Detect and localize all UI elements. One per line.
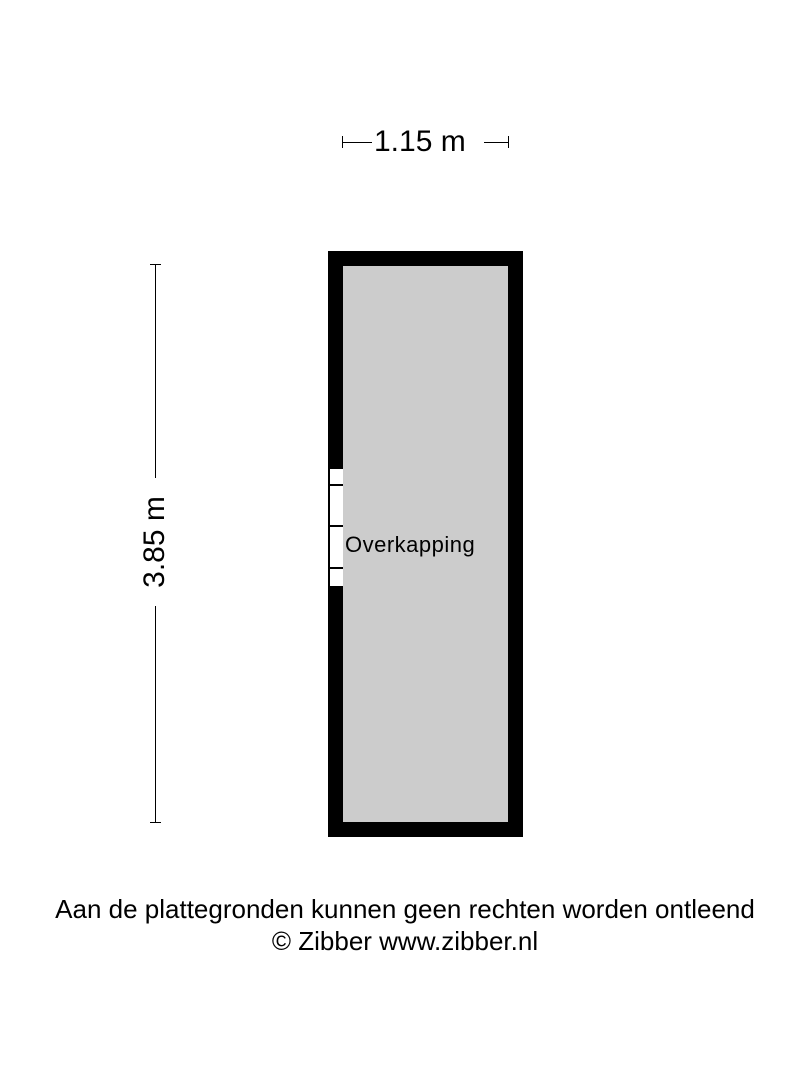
length-dimension-bottom-tick: [150, 822, 161, 823]
width-dimension-line-left: [342, 142, 372, 143]
room-name-label: Overkapping: [345, 532, 476, 557]
width-dimension-end-tick: [508, 136, 509, 148]
length-dimension-line-top: [155, 264, 156, 478]
width-dimension-label: 1.15 m: [374, 125, 466, 158]
length-dimension-line-bottom: [155, 606, 156, 822]
door-panel-divider: [328, 525, 343, 527]
door-frame-top: [328, 467, 343, 469]
length-dimension: [130, 264, 180, 824]
door-opening: [328, 467, 343, 588]
footer: [0, 893, 810, 957]
width-dimension-line-right: [484, 142, 508, 143]
disclaimer-text: Aan de plattegronden kunnen geen rechten worden ontleend: [55, 894, 755, 924]
door-frame-bottom: [328, 586, 343, 588]
length-dimension-label: 3.85 m: [138, 496, 171, 588]
door-panel-divider: [328, 567, 343, 569]
door-panel-divider: [328, 484, 343, 486]
copyright-text: © Zibber www.zibber.nl: [271, 926, 539, 956]
width-dimension: [340, 124, 512, 164]
